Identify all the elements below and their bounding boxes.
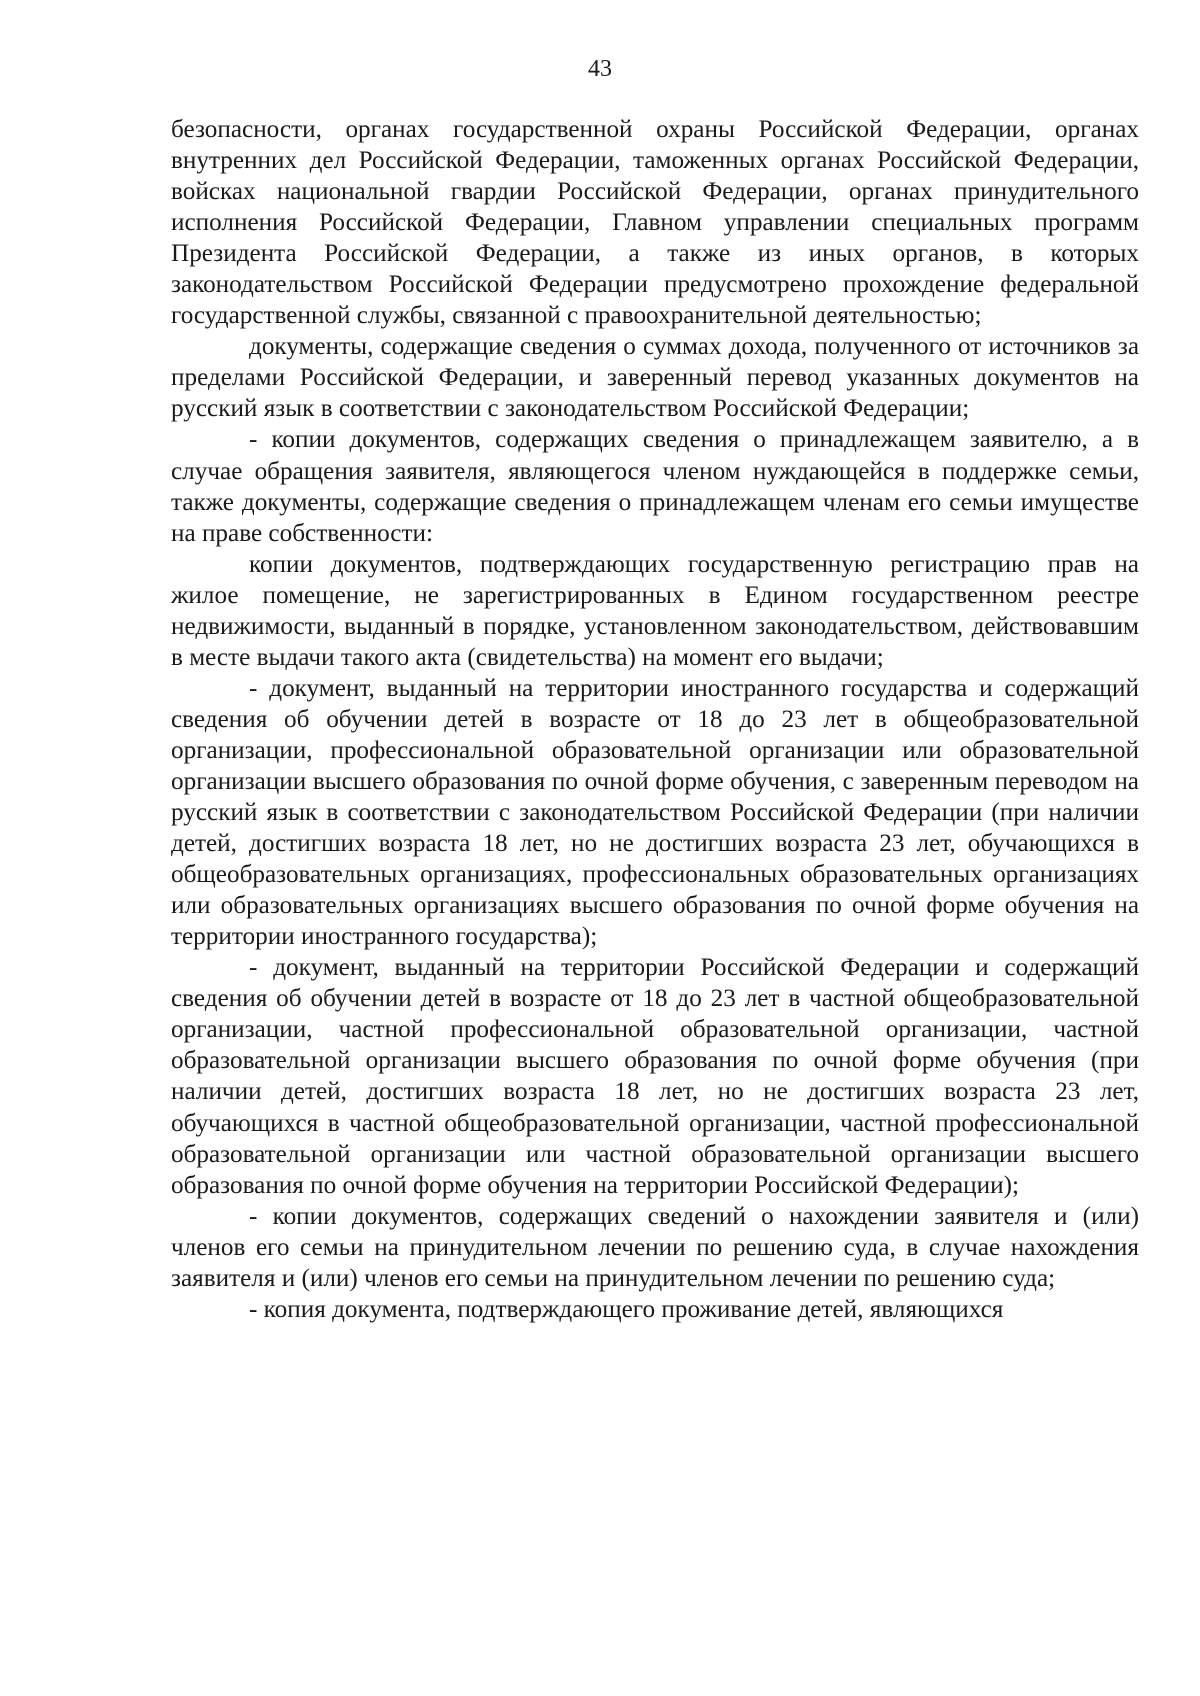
- page-number: 43: [588, 56, 612, 82]
- paragraph-property-documents: - копии документов, содержащих сведения о принадлежащем заявителю, а в случае обращения заявителя, являющегося членом нуждающейся в поддержке семьи, также документы, содержащие сведения о принадлежащем членам его семьи имуществе на праве собственности:: [171, 426, 1139, 547]
- paragraph-residence-document: - копия документа, подтверждающего проживание детей, являющихся: [249, 1295, 1004, 1323]
- paragraph-income-documents: документы, содержащие сведения о суммах дохода, полученного от источников за пределами Российской Федерации, и заверенный перевод указанных документов на русский язык в соответствии с законодательством Российской Федерации;: [171, 333, 1139, 423]
- paragraph-foreign-education-document: - документ, выданный на территории иностранного государства и содержащий сведения об обучении детей в возрасте от 18 до 23 лет в общеобразовательной организации, профессиональной образовательной организации или образовательной организации высшего образования по очной форме обучения, с заверенным переводом на русский язык в соответствии с законодательством Российской Федерации (при наличии детей, достигших возраста 18 лет, но не достигших возраста 23 лет, обучающихся в общеобразовательных организациях, профессиональных образовательных организациях или образовательных организациях высшего образования по очной форме обучения на территории иностранного государства);: [171, 674, 1139, 951]
- paragraph-registration-documents: копии документов, подтверждающих государственную регистрацию прав на жилое помещение, не зарегистрированных в Едином государственном реестре недвижимости, выданный в порядке, установленном законодательством, действовавшим в месте выдачи такого акта (свидетельства) на момент его выдачи;: [171, 550, 1139, 671]
- paragraph-private-education-document: - документ, выданный на территории Российской Федерации и содержащий сведения об обучении детей в возрасте от 18 до 23 лет в частной общеобразовательной организации, частной профессиональной образовательной организации, частной образовательной организации высшего образования по очной форме обучения (при наличии детей, достигших возраста 18 лет, но не достигших возраста 23 лет, обучающихся в частной общеобразовательной организации, частной профессиональной образовательной организации или частной образовательной организации высшего образования по очной форме обучения на территории Российской Федерации);: [171, 954, 1139, 1199]
- document-body: [171, 114, 1139, 1325]
- paragraph-compulsory-treatment-documents: - копии документов, содержащих сведений о нахождении заявителя и (или) членов его семьи на принудительном лечении по решению суда, в случае нахождения заявителя и (или) членов его семьи на принудительном лечении по решению суда;: [171, 1202, 1139, 1292]
- paragraph-continuation: безопасности, органах государственной охраны Российской Федерации, органах внутренних дел Российской Федерации, таможенных органах Российской Федерации, войсках национальной гвардии Российской Федерации, органах принудительного исполнения Российской Федерации, Главном управлении специальных программ Президента Российской Федерации, а также из иных органов, в которых законодательством Российской Федерации предусмотрено прохождение федеральной государственной службы, связанной с правоохранительной деятельностью;: [171, 116, 1139, 330]
